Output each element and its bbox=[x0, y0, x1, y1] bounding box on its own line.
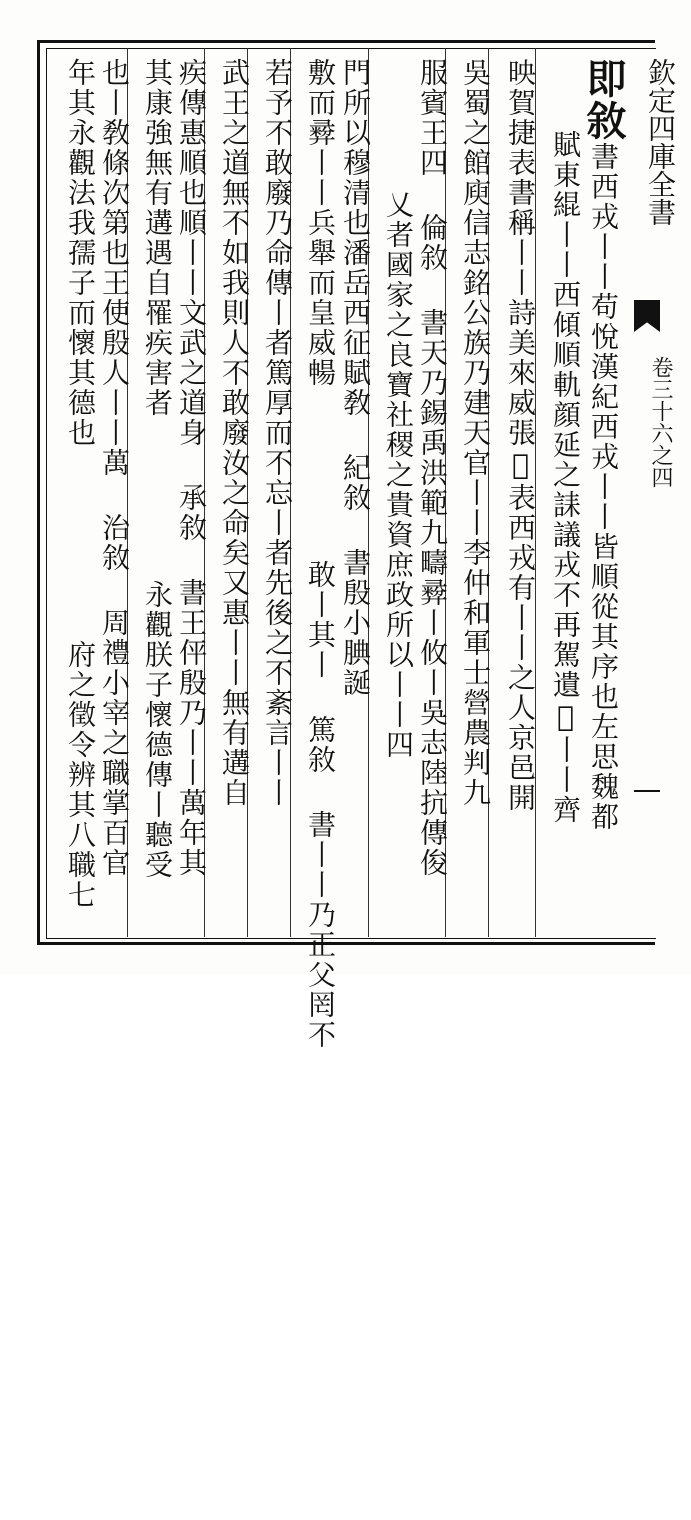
text-column-5 bbox=[412, 58, 452, 938]
column-text: 永觀朕子懷德傳丨聽受 bbox=[141, 580, 174, 880]
text-column-10 bbox=[214, 58, 254, 938]
text-column-11 bbox=[171, 58, 211, 938]
column-text: 也丨敎條次第也王使殷人丨丨萬 治敘 周禮小宰之職掌百官 bbox=[98, 58, 131, 878]
text-column-12b bbox=[137, 58, 177, 558]
column-text: 吳蜀之館庾信志銘公族乃建天官丨丨李仲和軍士營農判九 bbox=[459, 58, 492, 808]
margin-column bbox=[640, 58, 680, 958]
text-column-6 bbox=[378, 190, 418, 1070]
text-column-13 bbox=[94, 58, 134, 938]
text-column-9 bbox=[257, 58, 297, 938]
text-column-1 bbox=[580, 58, 627, 938]
column-text: 其康強無有遘遇自罹疾害者 bbox=[141, 58, 174, 418]
column-text: 賦東緄丨丨西傾順軌顔延之誄議戎不再駕遺𫀕丨丨齊 bbox=[549, 130, 582, 825]
column-text: 武王之道無不如我則人不敢廢汝之命矣又惠丨丨無有遘自 bbox=[218, 58, 251, 808]
book-title: 欽定四庫全書 bbox=[644, 58, 677, 226]
text-column-8 bbox=[300, 560, 340, 1440]
column-text: 敢丨其丨 篤敘 書丨丨乃正父罔不 bbox=[304, 560, 337, 1050]
column-text: 乂者國家之良寶社稷之貴資庶政所以丨丨四 bbox=[382, 190, 415, 760]
column-text: 若予不敢廢乃命傳丨者篤厚而不忘丨者先後之不紊言丨丨 bbox=[261, 58, 294, 808]
column-text: 疾傳惠順也順丨丨文武之道身 承敘 書王伻殷乃丨丨萬年其 bbox=[175, 58, 208, 878]
text-column-8b bbox=[300, 58, 340, 498]
volume-label: 卷三十六之四 bbox=[648, 356, 673, 488]
column-text: 府之徵令辨其八職七 bbox=[64, 640, 97, 910]
text-column-3 bbox=[500, 58, 540, 938]
column-text bbox=[384, 58, 417, 148]
fishtail-rule bbox=[634, 790, 660, 792]
column-text: 服賓王四 倫敘 書天乃錫禹洪範九疇彛丨攸丨吳志陸抗傳俊 bbox=[416, 58, 449, 878]
column-text bbox=[12, 150, 45, 270]
column-heading: 即敘 bbox=[580, 58, 627, 142]
text-column-2 bbox=[545, 130, 585, 1010]
column-text: 書西戎丨丨苟悅漢紀西戎丨丨皆順從其序也左思魏都 bbox=[587, 142, 620, 832]
column-text: 映賀捷表書稱丨丨詩美來威張𨺚表西戎有丨丨之人京邑開 bbox=[504, 58, 537, 813]
text-column-14b bbox=[60, 58, 100, 558]
column-text: 門所以穆清也潘岳西征賦敎 紀敘 書殷小腆誕 bbox=[339, 58, 372, 698]
column-text: 年其永觀法我孺子而懷其德也 bbox=[64, 58, 97, 448]
column-text: 敷而彛丨丨兵舉而皇威暢 bbox=[304, 58, 337, 388]
text-column-7 bbox=[335, 58, 375, 938]
column-heading bbox=[5, 66, 52, 150]
text-column-12 bbox=[137, 580, 177, 1460]
text-column-4 bbox=[455, 58, 495, 938]
text-column-14 bbox=[60, 640, 100, 1520]
